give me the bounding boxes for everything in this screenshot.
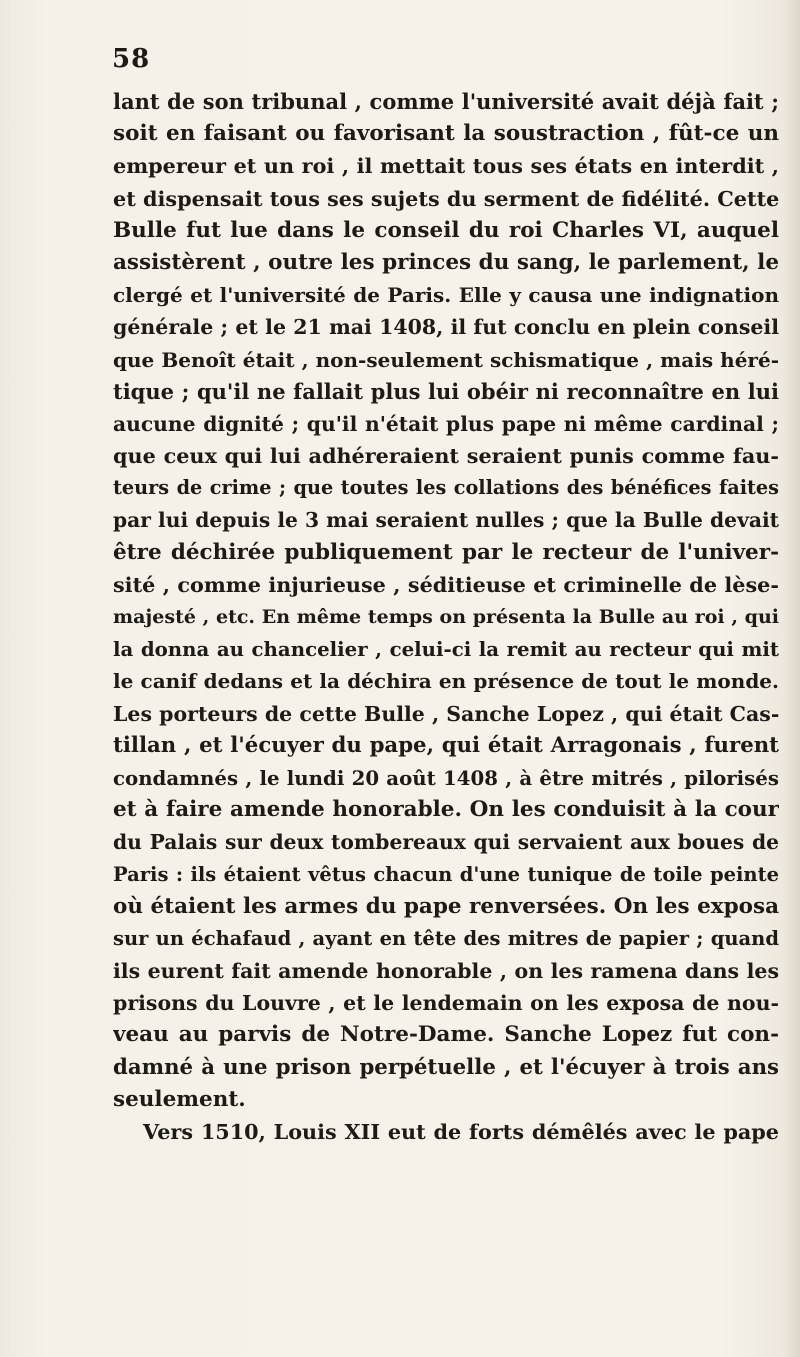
text-line: condamnés , le lundi 20 août 1408 , à être mitrés , pilorisés bbox=[113, 765, 779, 790]
text-line: le canif dedans et la déchira en présence de tout le monde. bbox=[113, 669, 779, 694]
text-line: lant de son tribunal , comme l'université avait déjà fait ; bbox=[113, 89, 779, 114]
text-line: Bulle fut lue dans le conseil du roi Charles VI, auquel bbox=[113, 217, 779, 243]
text-line: que Benoît était , non-seulement schismatique , mais héré- bbox=[113, 347, 779, 372]
text-line: Paris : ils étaient vêtus chacun d'une tunique de toile peinte bbox=[113, 862, 779, 886]
text-line: Vers 1510, Louis XII eut de forts démêlés avec le pape bbox=[143, 1120, 779, 1144]
text-line: empereur et un roi , il mettait tous ses états en interdit , bbox=[113, 154, 779, 179]
text-line: ils eurent fait amende honorable , on les ramena dans les bbox=[113, 959, 779, 984]
text-line: et dispensait tous ses sujets du serment de fidélité. Cette bbox=[113, 186, 779, 211]
text-line: damné à une prison perpétuelle , et l'écuyer à trois ans bbox=[113, 1054, 779, 1080]
text-line: la donna au chancelier , celui-ci la remit au recteur qui mit bbox=[113, 637, 779, 662]
text-line: aucune dignité ; qu'il n'était plus pape ni même cardinal ; bbox=[113, 411, 779, 436]
text-line: par lui depuis le 3 mai seraient nulles ; que la Bulle devait bbox=[113, 508, 779, 533]
text-line: sur un échafaud , ayant en tête des mitres de papier ; quand bbox=[113, 926, 779, 950]
text-line: générale ; et le 21 mai 1408, il fut conclu en plein conseil bbox=[113, 315, 779, 340]
text-line: veau au parvis de Notre-Dame. Sanche Lopez fut con- bbox=[113, 1022, 779, 1048]
page-edge-shadow bbox=[782, 0, 800, 1357]
text-line: soit en faisant ou favorisant la soustraction , fût-ce un bbox=[113, 121, 779, 147]
text-line: tillan , et l'écuyer du pape, qui était Arragonais , furent bbox=[113, 732, 779, 758]
page-number: 58 bbox=[112, 44, 151, 74]
body-text bbox=[113, 86, 779, 1148]
text-line: que ceux qui lui adhéreraient seraient punis comme fau- bbox=[113, 444, 779, 469]
text-line: sité , comme injurieuse , séditieuse et criminelle de lèse- bbox=[113, 572, 779, 597]
text-line: majesté , etc. En même temps on présenta la Bulle au roi , qui bbox=[113, 606, 779, 628]
text-line: du Palais sur deux tombereaux qui servaient aux boues de bbox=[113, 830, 779, 855]
text-line: où étaient les armes du pape renversées. On les exposa bbox=[113, 893, 779, 919]
text-line: teurs de crime ; que toutes les collations des bénéfices faites bbox=[113, 476, 779, 500]
text-line: et à faire amende honorable. On les conduisit à la cour bbox=[113, 797, 779, 823]
text-line: tique ; qu'il ne fallait plus lui obéir ni reconnaître en lui bbox=[113, 378, 779, 404]
text-line: prisons du Louvre , et le lendemain on les exposa de nou- bbox=[113, 991, 779, 1016]
text-line: être déchirée publiquement par le recteur de l'univer- bbox=[113, 539, 779, 565]
text-line: Les porteurs de cette Bulle , Sanche Lopez , qui était Cas- bbox=[113, 701, 779, 726]
text-line: clergé et l'université de Paris. Elle y causa une indignation bbox=[113, 283, 779, 308]
text-line: assistèrent , outre les princes du sang, le parlement, le bbox=[113, 249, 779, 275]
text-line: seulement. bbox=[113, 1086, 246, 1112]
